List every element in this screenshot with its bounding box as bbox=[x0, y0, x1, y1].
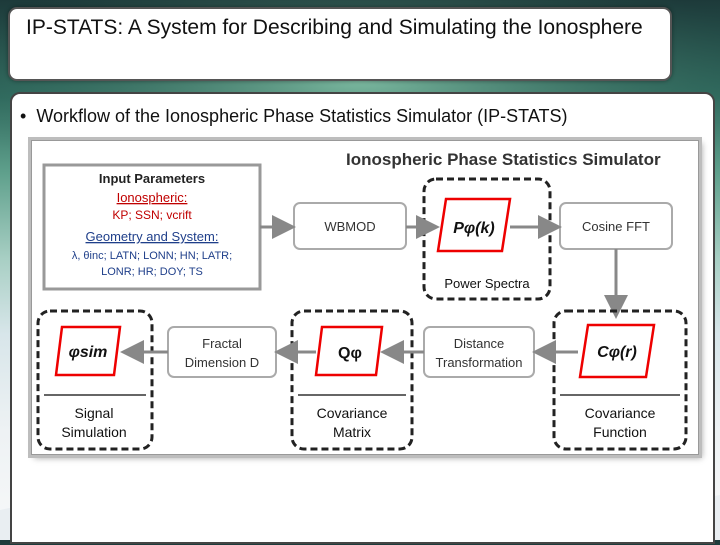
phi-sim-label: φsim bbox=[68, 344, 108, 361]
workflow-diagram bbox=[31, 140, 699, 455]
cov-func-label-2: Function bbox=[593, 424, 647, 440]
workflow-svg bbox=[32, 141, 698, 454]
bullet-dot-icon: • bbox=[20, 106, 27, 126]
wbmod-label: WBMOD bbox=[324, 219, 376, 234]
distance-label-2: Transformation bbox=[435, 355, 523, 370]
cov-matrix-label-1: Covariance bbox=[316, 405, 388, 421]
diagram-title: Ionospheric Phase Statistics Simulator bbox=[346, 150, 661, 169]
geo-label: Geometry and System: bbox=[85, 229, 219, 244]
geo-params-2: LONR; HR; DOY; TS bbox=[101, 266, 203, 278]
geo-params-1: λ, θinc; LATN; LONN; HN; LATR; bbox=[71, 250, 233, 262]
p-phi-label: Pφ(k) bbox=[453, 220, 495, 237]
title-box bbox=[8, 7, 672, 81]
page-number: 8 bbox=[700, 522, 712, 544]
cosine-fft-label: Cosine FFT bbox=[582, 219, 650, 234]
fractal-label-1: Fractal bbox=[202, 336, 242, 351]
iono-label: Ionospheric: bbox=[116, 190, 188, 205]
c-phi-label: Cφ(r) bbox=[597, 344, 637, 361]
bullet-item bbox=[20, 106, 568, 127]
slide-title: IP-STATS: A System for Describing and Simulating the Ionosphere bbox=[26, 16, 643, 39]
cov-matrix-label-2: Matrix bbox=[332, 424, 372, 440]
input-header: Input Parameters bbox=[98, 171, 206, 186]
fractal-label-2: Dimension D bbox=[184, 355, 260, 370]
q-phi-label: Qφ bbox=[338, 345, 362, 362]
signal-sim-label-1: Signal bbox=[74, 405, 114, 421]
content-panel bbox=[10, 92, 715, 544]
bullet-text: Workflow of the Ionospheric Phase Statistics Simulator (IP-STATS) bbox=[36, 106, 568, 126]
power-spectra-label: Power Spectra bbox=[444, 276, 530, 291]
distance-label-1: Distance bbox=[453, 336, 505, 351]
cov-func-label-1: Covariance bbox=[584, 405, 656, 421]
signal-sim-label-2: Simulation bbox=[61, 424, 127, 440]
iono-params: KP; SSN; vcrift bbox=[112, 208, 192, 222]
